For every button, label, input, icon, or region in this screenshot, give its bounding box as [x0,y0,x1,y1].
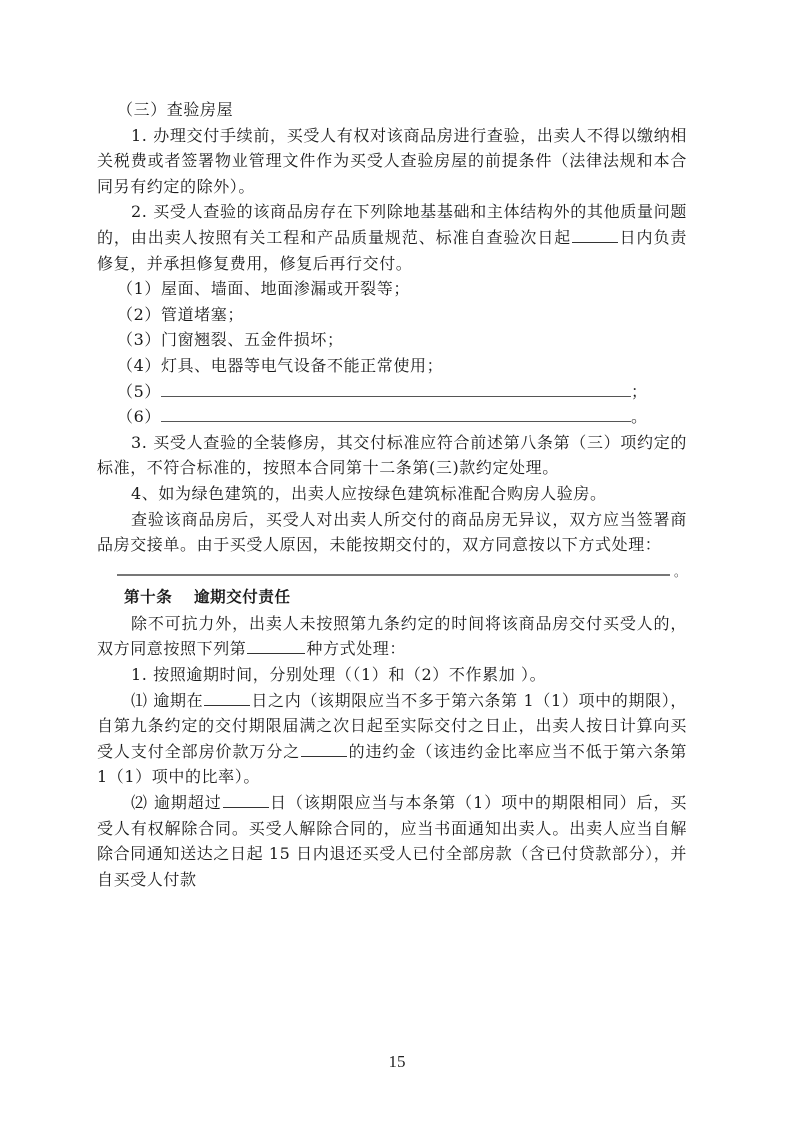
item-6-blank[interactable] [161,405,631,422]
item-6-end: 。 [630,407,648,427]
sub-clause-2-a: ⑵ 逾期超过 [131,793,222,813]
page-content [97,97,687,892]
paragraph-4: 4、如为绿色建筑的，出卖人应按绿色建筑标准配合购房人验房。 [131,483,607,503]
article-number: 第十条 [124,588,173,607]
article-intro [97,611,687,662]
list-item: （2）管道堵塞； [117,304,244,324]
item-5-label: （5） [117,381,161,401]
handling-method-line-row [97,558,687,584]
page-number: 15 [388,1052,406,1071]
list-item: （1）屋面、墙面、地面渗漏或开裂等； [117,279,410,299]
paragraph-5: 查验该商品房后，买受人对出卖人所交付的商品房无异议，双方应当签署商品房交接单。由于买受人原因，未能按期交付的，双方同意按以下方式处理： [97,509,687,555]
list-item-6 [97,404,687,430]
item-5-end: ； [630,381,648,401]
sub-clause-2 [97,790,687,892]
item-5-blank[interactable] [161,380,631,397]
article-intro-a: 除不可抗力外，出卖人未按照第九条约定的时间将该商品房交付买受人的，双方同意按照下列第 [97,613,687,659]
paragraph-3: 3. 买受人查验的全装修房，其交付标准应符合前述第八条第（三）项约定的标准，不符合标准的，按照本合同第十二条第(三)款约定处理。 [97,432,687,478]
list-item: （4）灯具、电器等电气设备不能正常使用； [117,355,444,375]
paragraph-2-text-b: 日内负责修复，并承担修复费用，修复后再行交付。 [97,227,687,273]
sub-clause-2-b: 日（该期限应当与本条第（1）项中的期限相同）后，买受人有权解除合同。买受人解除合同的，应当书面通知出卖人。出卖人应当自解除合同通知送达之日起 15 日内退还买受人已付全部房款（含已付贷款部分），并自买受人付款 [97,793,688,889]
clause-1: 1. 按照逾期时间，分别处理（（1）和（2）不作累加 ）。 [131,665,547,685]
penalty-rate-blank[interactable] [301,740,347,757]
handling-method-end: 。 [674,564,687,579]
list-item: （3）门窗翘裂、五金件损坏； [117,330,344,350]
sub-clause-1 [97,688,687,790]
handling-method-blank[interactable] [117,574,670,576]
sub-clause-1-c: 的违约金（该违约金比率应当不低于第六条第 1（1）项中的比率）。 [97,741,687,787]
section-heading: （三）查验房屋 [117,100,234,119]
overdue-exceed-days-blank[interactable] [223,791,269,808]
article-heading [97,585,687,611]
article-intro-b: 种方式处理： [306,639,407,659]
paragraph-1: 1. 办理交付手续前，买受人有权对该商品房进行查验，出卖人不得以缴纳相关税费或者签署物业管理文件作为买受人查验房屋的前提条件（法律法规和本合同另有约定的除外）。 [97,125,687,196]
item-6-label: （6） [117,407,161,427]
overdue-days-blank[interactable] [204,689,250,706]
repair-days-blank[interactable] [572,226,618,243]
paragraph-2 [97,199,687,276]
sub-clause-1-a: ⑴ 逾期在 [131,690,204,710]
method-choice-blank[interactable] [247,637,305,654]
paragraph-2-text-a: 2. 买受人查验的该商品房存在下列除地基基础和主体结构外的其他质量问题的，由出卖人按照有关工程和产品质量规范、标准自查验次日起 [97,202,687,247]
sub-clause-1-b: 日之内（该期限应当不多于第六条第 1（1）项中的期限），自第九条约定的交付期限届满之次日起至实际交付之日止，出卖人按日计算向买受人支付全部房价款万分之 [97,690,687,761]
article-title: 逾期交付责任 [194,588,291,607]
list-item-5 [97,379,687,405]
